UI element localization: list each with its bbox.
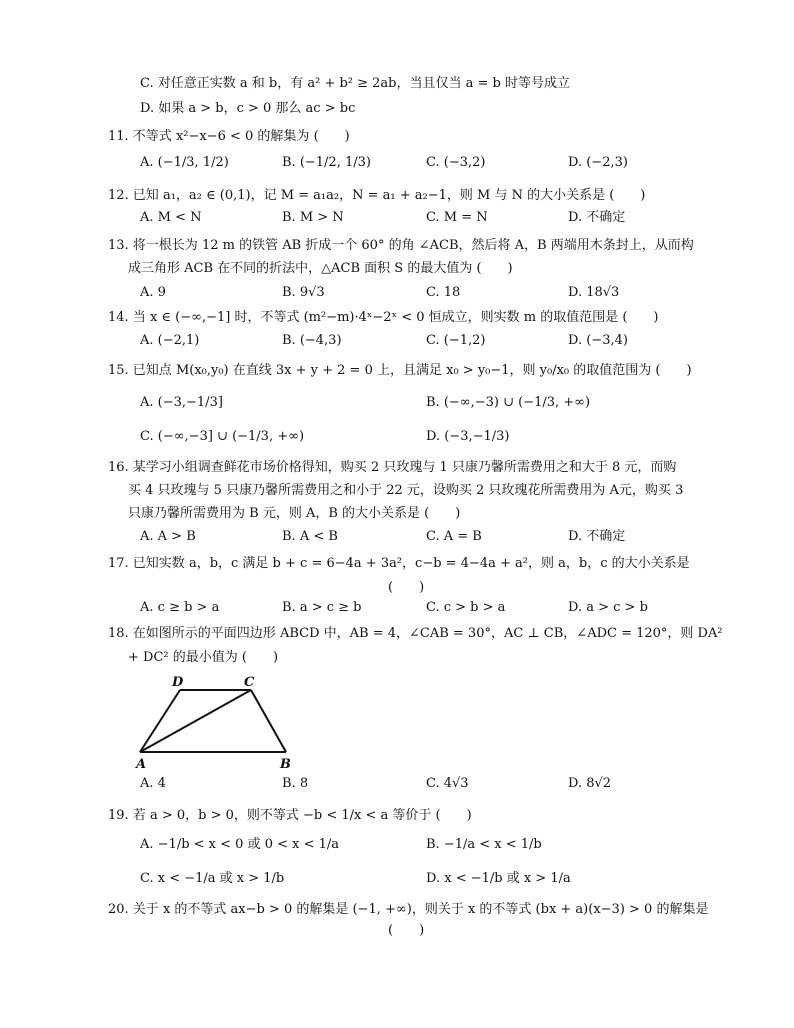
q15-option-b: B. (−∞,−3) ∪ (−1/3, +∞) xyxy=(426,395,591,410)
q17-option-a: A. c ≥ b > a xyxy=(140,600,220,615)
edge-ac xyxy=(140,690,251,752)
q15-option-d: D. (−3,−1/3) xyxy=(426,429,510,444)
q13-option-c: C. 18 xyxy=(426,285,461,300)
q19-option-a: A. −1/b < x < 0 或 0 < x < 1/a xyxy=(140,837,340,852)
q16-stem-line2: 买 4 只玫瑰与 5 只康乃馨所需费用之和小于 22 元，设购买 2 只玫瑰花所需费用为 A元，购买 3 xyxy=(128,483,684,498)
edge-ad xyxy=(140,690,180,752)
q15-option-c: C. (−∞,−3] ∪ (−1/3, +∞) xyxy=(140,429,305,444)
q18-option-a: A. 4 xyxy=(140,776,166,791)
q17-option-d: D. a > c > b xyxy=(568,600,648,615)
q15-option-a: A. (−3,−1/3] xyxy=(140,395,223,410)
q13-option-a: A. 9 xyxy=(140,285,166,300)
quadrilateral-figure xyxy=(130,670,300,770)
q18-option-c: C. 4√3 xyxy=(426,776,469,791)
q16-option-a: A. A > B xyxy=(140,529,196,544)
edge-cb xyxy=(251,690,286,752)
q16-option-b: B. A < B xyxy=(282,529,338,544)
q14-option-d: D. (−3,4) xyxy=(568,333,628,348)
vertex-label-b: B xyxy=(280,757,291,770)
q17-option-c: C. c > b > a xyxy=(426,600,506,615)
vertex-label-c: C xyxy=(244,675,255,690)
vertex-label-d: D xyxy=(172,675,184,690)
prev-option-d: D. 如果 a > b，c > 0 那么 ac > bc xyxy=(140,101,356,116)
q19-option-d: D. x < −1/b 或 x > 1/a xyxy=(426,871,571,886)
q14-stem: 14. 当 x ∈ (−∞,−1] 时，不等式 (m²−m)·4ˣ−2ˣ < 0 恒成立，则实数 m 的取值范围是 ( ) xyxy=(108,310,659,325)
q12-option-d: D. 不确定 xyxy=(568,210,626,225)
q11-option-b: B. (−1/2, 1/3) xyxy=(282,155,371,170)
q19-option-b: B. −1/a < x < 1/b xyxy=(426,837,542,852)
q11-stem: 11. 不等式 x²−x−6 < 0 的解集为 ( ) xyxy=(108,129,350,144)
q13-stem-line2: 成三角形 ACB 在不同的折法中，△ACB 面积 S 的最大值为 ( ) xyxy=(128,261,513,276)
q15-stem: 15. 已知点 M(x₀,y₀) 在直线 3x + y + 2 = 0 上，且满足 x₀ > y₀−1，则 y₀/x₀ 的取值范围为 ( ) xyxy=(108,363,692,378)
q12-option-a: A. M < N xyxy=(140,210,202,225)
q17-option-b: B. a > c ≥ b xyxy=(282,600,362,615)
q17-stem-line2: ( ) xyxy=(388,580,425,595)
q17-stem-line1: 17. 已知实数 a，b，c 满足 b + c = 6−4a + 3a²，c−b = 4−4a + a²，则 a，b，c 的大小关系是 xyxy=(108,556,690,571)
q16-stem-line3: 只康乃馨所需费用为 B 元，则 A，B 的大小关系是 ( ) xyxy=(128,506,461,521)
q18-stem-line2: + DC² 的最小值为 ( ) xyxy=(128,650,279,665)
q20-stem-line2: ( ) xyxy=(388,923,425,938)
q13-option-b: B. 9√3 xyxy=(282,285,325,300)
q11-option-a: A. (−1/3, 1/2) xyxy=(140,155,229,170)
q13-stem-line1: 13. 将一根长为 12 m 的铁管 AB 折成一个 60° 的角 ∠ACB，然后将 A，B 两端用木条封上，从而构 xyxy=(108,238,694,253)
q19-option-c: C. x < −1/a 或 x > 1/b xyxy=(140,871,285,886)
q12-stem: 12. 已知 a₁，a₂ ∈ (0,1)，记 M = a₁a₂，N = a₁ + a₂−1，则 M 与 N 的大小关系是 ( ) xyxy=(108,188,646,203)
q18-option-d: D. 8√2 xyxy=(568,776,612,791)
q16-option-d: D. 不确定 xyxy=(568,529,626,544)
q11-option-c: C. (−3,2) xyxy=(426,155,486,170)
q11-option-d: D. (−2,3) xyxy=(568,155,628,170)
q12-option-b: B. M > N xyxy=(282,210,344,225)
q13-option-d: D. 18√3 xyxy=(568,285,620,300)
q12-option-c: C. M = N xyxy=(426,210,488,225)
q18-option-b: B. 8 xyxy=(282,776,309,791)
q16-stem-line1: 16. 某学习小组调查鲜花市场价格得知，购买 2 只玫瑰与 1 只康乃馨所需费用之和大于 8 元，而购 xyxy=(108,460,677,475)
vertex-label-a: A xyxy=(136,757,147,770)
prev-option-c: C. 对任意正实数 a 和 b，有 a² + b² ≥ 2ab，当且仅当 a = b 时等号成立 xyxy=(140,76,570,91)
q14-option-a: A. (−2,1) xyxy=(140,333,200,348)
q14-option-b: B. (−4,3) xyxy=(282,333,342,348)
q19-stem: 19. 若 a > 0，b > 0，则不等式 −b < 1/x < a 等价于 ( ) xyxy=(108,808,472,823)
q18-stem-line1: 18. 在如图所示的平面四边形 ABCD 中，AB = 4，∠CAB = 30°，AC ⊥ CB，∠ADC = 120°，则 DA² xyxy=(108,626,723,641)
q20-stem-line1: 20. 关于 x 的不等式 ax−b > 0 的解集是 (−1, +∞)，则关于 x 的不等式 (bx + a)(x−3) > 0 的解集是 xyxy=(108,902,709,917)
q16-option-c: C. A = B xyxy=(426,529,482,544)
q14-option-c: C. (−1,2) xyxy=(426,333,486,348)
